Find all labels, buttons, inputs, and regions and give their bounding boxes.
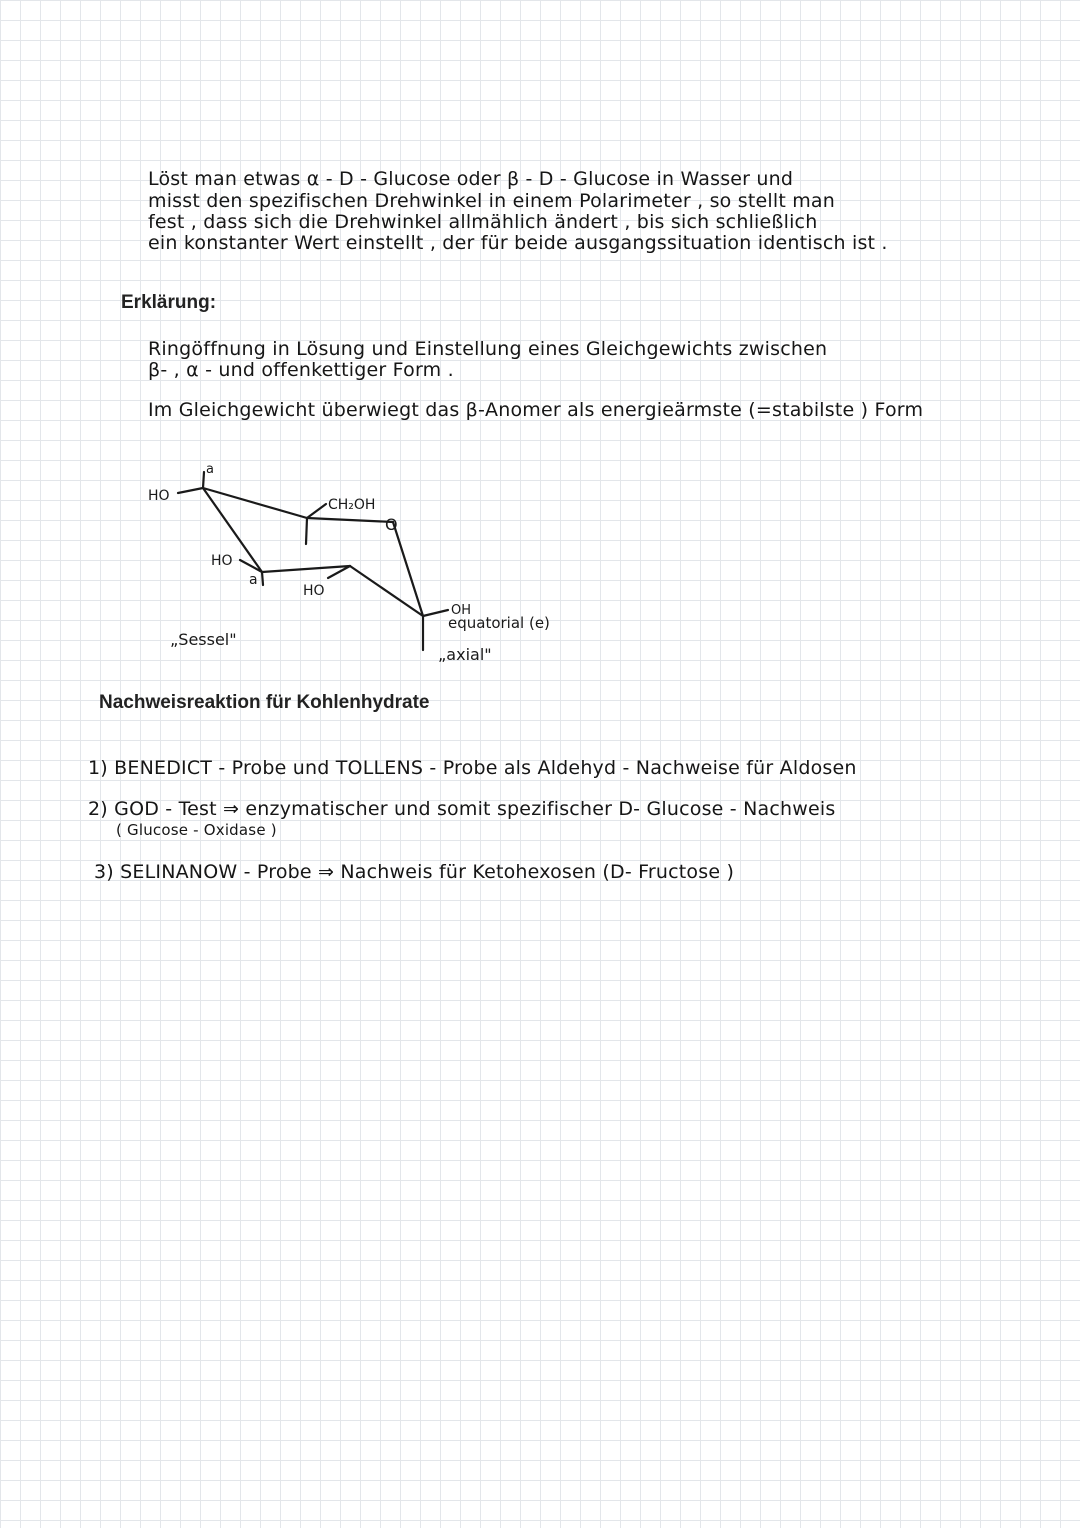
detection-item-2: 2) GOD - Test ⇒ enzymatischer und somit spezifischer D- Glucose - Nachweis	[88, 798, 836, 820]
ring-bond-2	[307, 518, 393, 522]
bond-ho-top	[178, 488, 203, 493]
glucose-chair-diagram	[0, 0, 1080, 700]
bond-down-c4	[306, 518, 307, 544]
detection-item-3: 3) SELINANOW - Probe ⇒ Nachweis für Ketohexosen (D- Fructose )	[94, 861, 735, 883]
explanation-heading: Erklärung:	[121, 292, 217, 313]
label-a-top: a	[206, 462, 214, 477]
bond-ch2oh	[307, 504, 326, 518]
label-ch2oh: CH₂OH	[328, 497, 376, 513]
ring-bond-3	[393, 522, 423, 616]
detection-item-1: 1) BENEDICT - Probe und TOLLENS - Probe als Aldehyd - Nachweise für Aldosen	[88, 757, 857, 779]
label-ho-mid: HO	[211, 553, 233, 569]
intro-line-3: fest , dass sich die Drehwinkel allmählich ändert , bis sich schließlich	[148, 211, 818, 233]
intro-line-2: misst den spezifischen Drehwinkel in einem Polarimeter , so stellt man	[148, 190, 836, 212]
ring-bond-4	[350, 566, 423, 616]
intro-line-4: ein konstanter Wert einstellt , der für beide ausgangssituation identisch ist .	[148, 232, 888, 254]
label-oh: OH	[451, 603, 472, 618]
explanation-line-3: Im Gleichgewicht überwiegt das β-Anomer als energieärmste (=stabilste ) Form	[148, 399, 924, 421]
bond-a-mid	[262, 572, 263, 585]
label-axial: „axial"	[438, 645, 492, 664]
label-sessel: „Sessel"	[170, 630, 237, 649]
label-ho-top: HO	[148, 488, 170, 504]
explanation-line-1: Ringöffnung in Lösung und Einstellung eines Gleichgewichts zwischen	[148, 338, 828, 360]
intro-line-1: Löst man etwas α - D - Glucose oder β - D - Glucose in Wasser und	[148, 168, 794, 190]
label-ring-oxygen: O	[385, 515, 398, 534]
bond-a-top	[203, 472, 204, 488]
label-a-mid: a	[249, 572, 258, 588]
explanation-line-2: β- , α - und offenkettiger Form .	[148, 359, 454, 381]
detection-heading: Nachweisreaktion für Kohlenhydrate	[99, 692, 430, 713]
label-ho-low: HO	[303, 583, 325, 599]
ring-bond-1	[203, 488, 307, 518]
detection-item-2-sub: ( Glucose - Oxidase )	[116, 821, 277, 839]
label-equatorial: equatorial (e)	[448, 614, 550, 632]
bond-oh-equatorial	[423, 610, 448, 616]
ring-bond-5	[262, 566, 350, 572]
